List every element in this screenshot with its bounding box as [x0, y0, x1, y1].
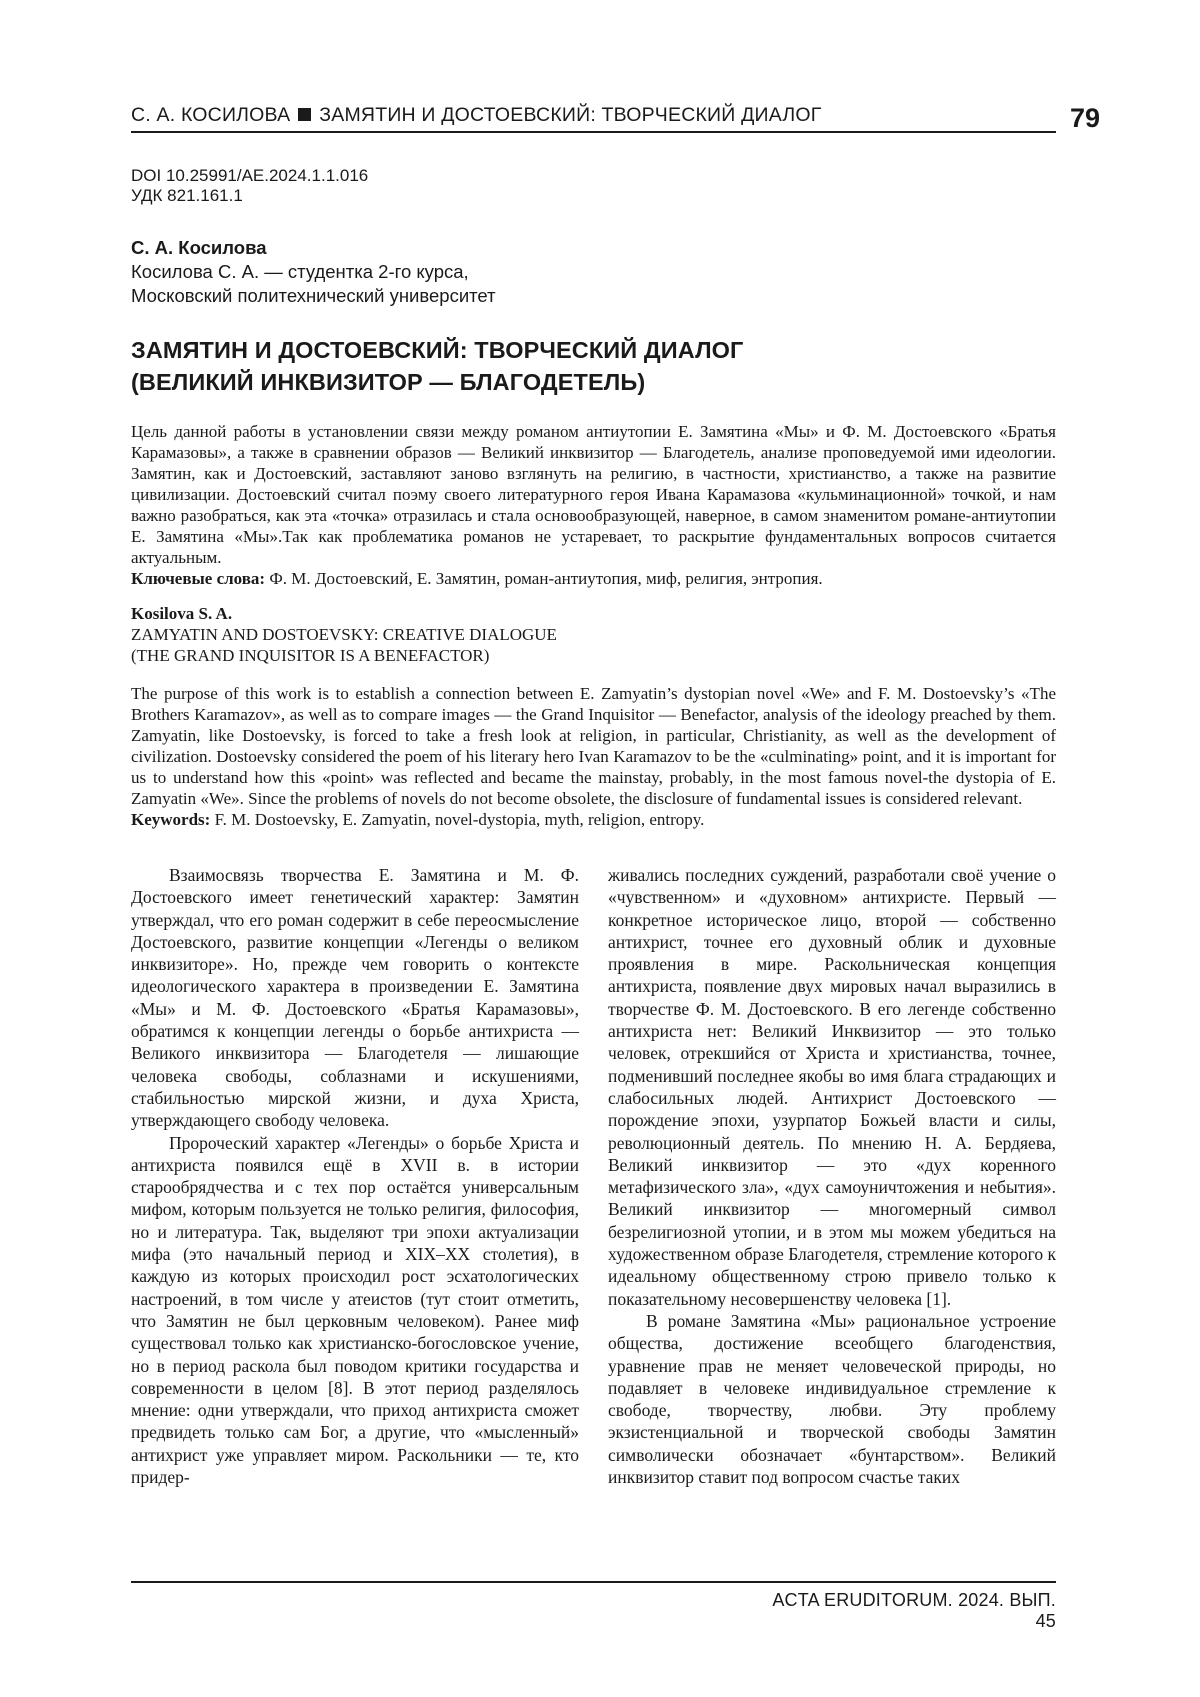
body-column-right — [608, 864, 1056, 1488]
author-affiliation-line1: Косилова С. А. — студентка 2-го курса, — [131, 261, 469, 282]
abstract-ru-text: Цель данной работы в установлении связи между романом антиутопии Е. Замятина «Мы» и Ф. М. Достоевского «Братья Карамазовы», а также в сравнении образов — Великий инквизитор — Благодетель, анализе проповедуемой ими идеологии. Замятин, как и Достоевский, заставляют заново взглянуть на религию, в частности, христианство, а также на развитие цивилизации. Достоевский считал поэму своего литературного героя Ивана Карамазова «кульминационной» точкой, и нам важно разобраться, как эта «точка» отразилась и стала основообразующей, наверное, в самом знаменитом романе-антиутопии Е. Замятина «Мы».Так как проблематика романов не устаревает, то раскрытие фундаментальных вопросов считается актуальным. — [131, 422, 1056, 567]
running-head-title: ЗАМЯТИН И ДОСТОЕВСКИЙ: ТВОРЧЕСКИЙ ДИАЛОГ — [319, 104, 822, 126]
english-heading — [131, 603, 557, 666]
running-head — [131, 104, 1056, 127]
body-paragraph: живались последних суждений, разработали своё учение о «чувственном» и «духовном» антихристе. Первый — конкретное историческое лицо, второй — собственно антихрист, точнее его духовный облик и духовные проявления в мире. Раскольническая концепция антихриста, появление двух мировых начал выразились в творчестве Ф. М. Достоевского. В его легенде собственно антихриста нет: Великий Инквизитор — это только человек, отрекшийся от Христа и христианства, точнее, подменивший последнее якобы во имя блага страдающих и слабосильных людей. Антихрист Достоевского — порождение эпохи, узурпатор Божьей власти и силы, революционный деятель. По мнению Н. А. Бердяева, Великий инквизитор — это «дух коренного метафизического зла», «дух самоуничтожения и небытия». Великий инквизитор — многомерный символ безрелигиозной утопии, и в этом мы можем убедиться на художественном образе Благодетеля, стремление которого к идеальному общественному строю привело только к показательному несовершенству человека [1]. — [608, 865, 1056, 1309]
keywords-ru-list: Ф. М. Достоевский, Е. Замятин, роман-антиутопия, миф, религия, энтропия. — [265, 569, 823, 588]
keywords-en-label: Keywords: — [131, 810, 211, 829]
author-affiliation-line2: Московский политехнический университет — [131, 285, 496, 306]
keywords-ru — [131, 568, 1056, 589]
article-title-line1: ЗАМЯТИН И ДОСТОЕВСКИЙ: ТВОРЧЕСКИЙ ДИАЛОГ — [131, 337, 744, 363]
abstract-en-text: The purpose of this work is to establish a connection between E. Zamyatin’s dystopian novel «We» and F. M. Dostoevsky’s «The Brothers Karamazov», as well as to compare images — the Grand Inquisitor — Benefactor, analysis of the ideology preached by them. Zamyatin, like Dostoevsky, is forced to take a fresh look at religion, in particular, Christianity, as well as the development of civilization. Dostoevsky considered the poem of his literary hero Ivan Karamazov to be the «culminating» point, and it is important for us to understand how this «point» was reflected and became the mainstay, probably, in the most famous novel-the dystopia of E. Zamyatin «We». Since the problems of novels do not become obsolete, the disclosure of fundamental issues is considered relevant. — [131, 684, 1056, 808]
body-paragraph: Взаимосвязь творчества Е. Замятина и М. Ф. Достоевского имеет генетический характер: Замятин утверждал, что его роман содержит в себе переосмысление Достоевского, развитие концепции «Легенды о великом инквизиторе». Но, прежде чем говорить о контексте идеологического характера в произведении Е. Замятина «Мы» и М. Ф. Достоевского «Братья Карамазовы», обратимся к концепции легенды о борьбе антихриста — Великого инквизитора — Благодетеля — лишающие человека свободы, соблазнами и искушениями, стабильностью мирской жизни, и духа Христа, утверждающего свободу человека. — [131, 865, 579, 1131]
identifiers — [131, 166, 368, 206]
keywords-en — [131, 809, 1056, 830]
body-paragraph: В романе Замятина «Мы» рациональное устроение общества, достижение всеобщего благоденствия, уравнение прав не меняет человеческой природы, но подавляет в человеке индивидуальное стремление к свободе, творчеству, любви. Эту проблему экзистенциальной и творческой свободы Замятин символически обозначает «бунтарством». Великий инквизитор ставит под вопросом счастье таких — [608, 1310, 1056, 1488]
author-block — [131, 236, 496, 308]
journal-footer: ACTA ERUDITORUM. 2024. ВЫП. 45 — [772, 1590, 1056, 1631]
body-paragraph: Пророческий характер «Легенды» о борьбе Христа и антихриста появился ещё в XVII в. в истории старообрядчества и с тех пор остаётся универсальным мифом, которым пользуется не только религия, философия, но и литература. Так, выделяют три эпохи актуализации мифа (это начальный период и XIX–XX столетия), в каждую из которых происходил рост эсхатологических настроений, в том числе у атеистов (тут стоит отметить, что Замятин не был церковным человеком). Ранее миф существовал только как христианско-богословское учение, но в период раскола был поводом критики государства и современности в целом [8]. В этот период разделялось мнение: одни утверждали, что приход антихриста сможет предвидеть только сам Бог, а другие, что «мысленный» антихрист уже управляет миром. Раскольники — те, кто придер- — [131, 1132, 579, 1488]
english-title-line1: ZAMYATIN AND DOSTOEVSKY: CREATIVE DIALOGUE — [131, 625, 557, 644]
header-rule — [131, 131, 1056, 133]
square-separator-icon — [298, 108, 311, 121]
doi: DOI 10.25991/AE.2024.1.1.016 — [131, 166, 369, 185]
keywords-en-list: F. M. Dostoevsky, E. Zamyatin, novel-dystopia, myth, religion, entropy. — [210, 810, 705, 829]
page-number: 79 — [1070, 103, 1101, 133]
keywords-ru-label: Ключевые слова: — [131, 569, 266, 588]
running-head-author: С. А. КОСИЛОВА — [131, 104, 291, 126]
english-title-line2: (THE GRAND INQUISITOR IS A BENEFACTOR) — [131, 646, 490, 665]
english-author: Kosilova S. A. — [131, 604, 233, 623]
abstract-ru — [131, 421, 1056, 589]
udk: УДК 821.161.1 — [131, 186, 243, 205]
footer-rule — [131, 1581, 1056, 1583]
article-title-line2: (ВЕЛИКИЙ ИНКВИЗИТОР — БЛАГОДЕТЕЛЬ) — [131, 369, 646, 395]
article-title — [131, 334, 743, 398]
abstract-en — [131, 683, 1056, 830]
body-column-left — [131, 864, 579, 1488]
author-name: С. А. Косилова — [131, 237, 267, 258]
